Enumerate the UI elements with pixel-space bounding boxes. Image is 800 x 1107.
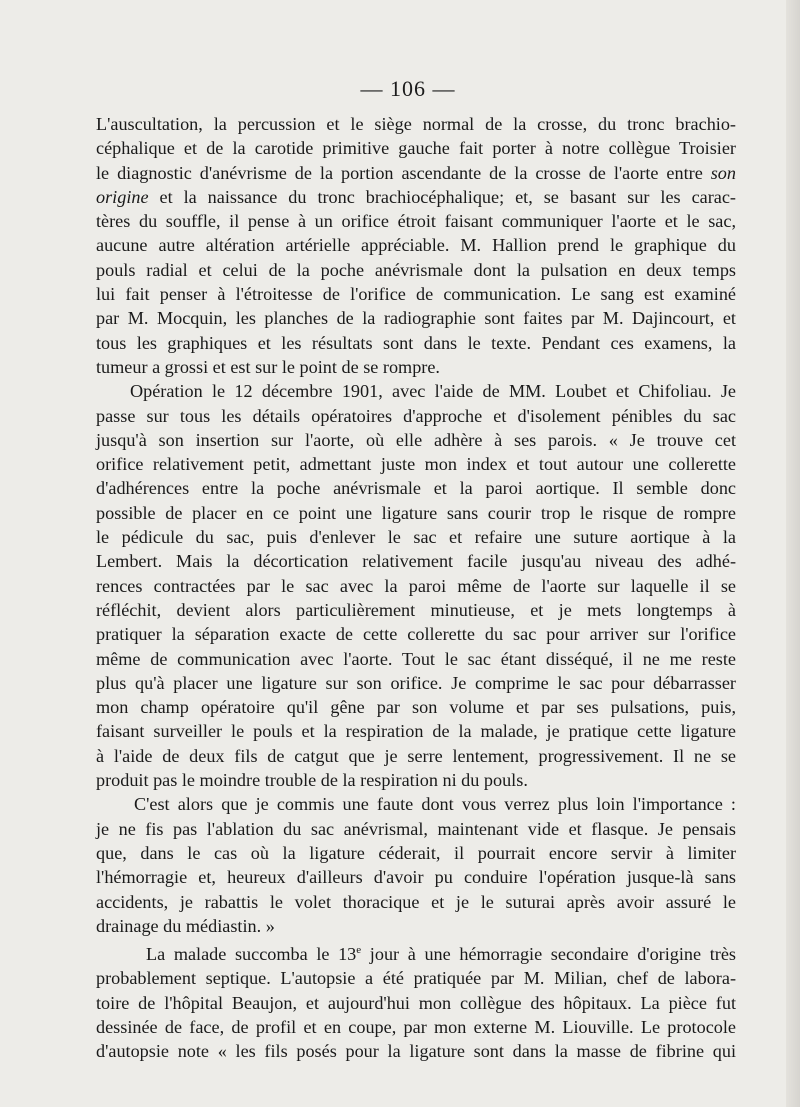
text-line: l'hémorragie et, heureux d'ailleurs d'avoir pu conduire l'opération jusque-là sans bbox=[96, 867, 736, 888]
text-line: drainage du médiastin. » bbox=[96, 915, 275, 936]
text-line: aucune autre altération artérielle appréciable. M. Hallion prend le graphique du bbox=[96, 235, 736, 256]
paragraph-4 bbox=[96, 938, 736, 1064]
text-line: je ne fis pas l'ablation du sac anévrismal, maintenant vide et flasque. Je pensais bbox=[96, 818, 736, 839]
text-line: passe sur tous les détails opératoires d'approche et d'isolement pénibles du sac bbox=[96, 405, 736, 426]
text-line: réfléchit, devient alors particulièrement minutieuse, et je mets longtemps à bbox=[96, 599, 736, 620]
page-number: — 106 — bbox=[360, 76, 456, 101]
page-edge-shadow bbox=[786, 0, 800, 1107]
text-line: probablement septique. L'autopsie a été pratiquée par M. Milian, chef de labora- bbox=[96, 968, 736, 989]
text-line: C'est alors que je commis une faute dont vous verrez plus loin l'importance : bbox=[134, 794, 736, 815]
text-line: jusqu'à son insertion sur l'aorte, où elle adhère à ses parois. « Je trouve cet bbox=[96, 429, 736, 450]
paragraph-2 bbox=[96, 379, 736, 792]
text-line: Lembert. Mais la décortication relativement facile jusqu'au niveau des adhé- bbox=[96, 551, 736, 572]
italic-word: son bbox=[710, 162, 736, 183]
text-line: orifice relativement petit, admettant juste mon index et tout autour une collerette bbox=[96, 454, 736, 475]
text-line: faisant surveiller le pouls et la respiration de la malade, je pratique cette ligature bbox=[96, 721, 736, 742]
text-line: Opération le 12 décembre 1901, avec l'aide de MM. Loubet et Chifoliau. Je bbox=[130, 381, 736, 402]
text-line: par M. Mocquin, les planches de la radiographie sont faites par M. Dajincourt, et bbox=[96, 308, 736, 329]
text-line: possible de placer en ce point une ligature sans courir trop le risque de rompre bbox=[96, 502, 736, 523]
text-line: lui fait penser à l'étroitesse de l'orifice de communication. Le sang est examiné bbox=[96, 284, 736, 305]
text-line: que, dans le cas où la ligature céderait, il pourrait encore servir à limiter bbox=[96, 842, 736, 863]
text-line: tumeur a grossi et est sur le point de se rompre. bbox=[96, 356, 440, 377]
text-line: tous les graphiques et les résultats sont dans le texte. Pendant ces examens, la bbox=[96, 332, 736, 353]
text-line: plus qu'à placer une ligature sur son orifice. Je comprime le sac pour débarrasser bbox=[96, 672, 736, 693]
text-line: même de communication avec l'aorte. Tout le sac étant disséqué, il ne me reste bbox=[96, 648, 736, 669]
text-line: L'auscultation, la percussion et le siège normal de la crosse, du tronc brachio- bbox=[96, 114, 736, 134]
body-text bbox=[96, 112, 736, 1064]
text-line: mon champ opératoire qu'il gêne par son volume et par ses pulsations, puis, bbox=[96, 697, 736, 718]
text-line: le pédicule du sac, puis d'enlever le sac et refaire une suture aortique à la bbox=[96, 527, 736, 548]
text-line: produit pas le moindre trouble de la respiration ni du pouls. bbox=[96, 770, 528, 791]
italic-word: origine bbox=[96, 186, 149, 207]
text-line: pratiquer la séparation exacte de cette collerette du sac pour arriver sur l'orifice bbox=[96, 624, 736, 645]
text-line-with-italic: origine et la naissance du tronc brachiocéphalique; et, se basant sur les carac- bbox=[96, 186, 736, 207]
text-line: tères du souffle, il pense à un orifice étroit faisant communiquer l'aorte et le sac, bbox=[96, 211, 736, 232]
text-line: dessinée de face, de profil et en coupe, par mon externe M. Liouville. Le protocole bbox=[96, 1017, 736, 1038]
text-line: d'autopsie note « les fils posés pour la ligature sont dans la masse de fibrine qui bbox=[96, 1041, 736, 1062]
text-line-with-superscript: La malade succomba le 13e jour à une hémorragie secondaire d'origine très bbox=[146, 944, 736, 965]
text-line: rences contractées par le sac avec la paroi même de l'aorte sur laquelle il se bbox=[96, 575, 736, 596]
text-line: céphalique et de la carotide primitive gauche fait porter à notre collègue Troisier bbox=[96, 138, 736, 159]
text-line: accidents, je rabattis le volet thoracique et je le suturai après avoir assuré le bbox=[96, 891, 736, 912]
text-line: d'adhérences entre la poche anévrismale et la paroi aortique. Il semble donc bbox=[96, 478, 736, 499]
paragraph-1 bbox=[96, 112, 736, 379]
text-line: pouls radial et celui de la poche anévrismale dont la pulsation en deux temps bbox=[96, 259, 736, 280]
text-line-with-italic: le diagnostic d'anévrisme de la portion ascendante de la crosse de l'aorte entre son bbox=[96, 162, 736, 183]
text-line: toire de l'hôpital Beaujon, et aujourd'hui mon collègue des hôpitaux. La pièce fut bbox=[96, 992, 736, 1013]
ordinal-superscript: e bbox=[356, 944, 362, 957]
paragraph-3 bbox=[96, 792, 736, 938]
text-line: à l'aide de deux fils de catgut que je serre lentement, progressivement. Il ne se bbox=[96, 745, 736, 766]
